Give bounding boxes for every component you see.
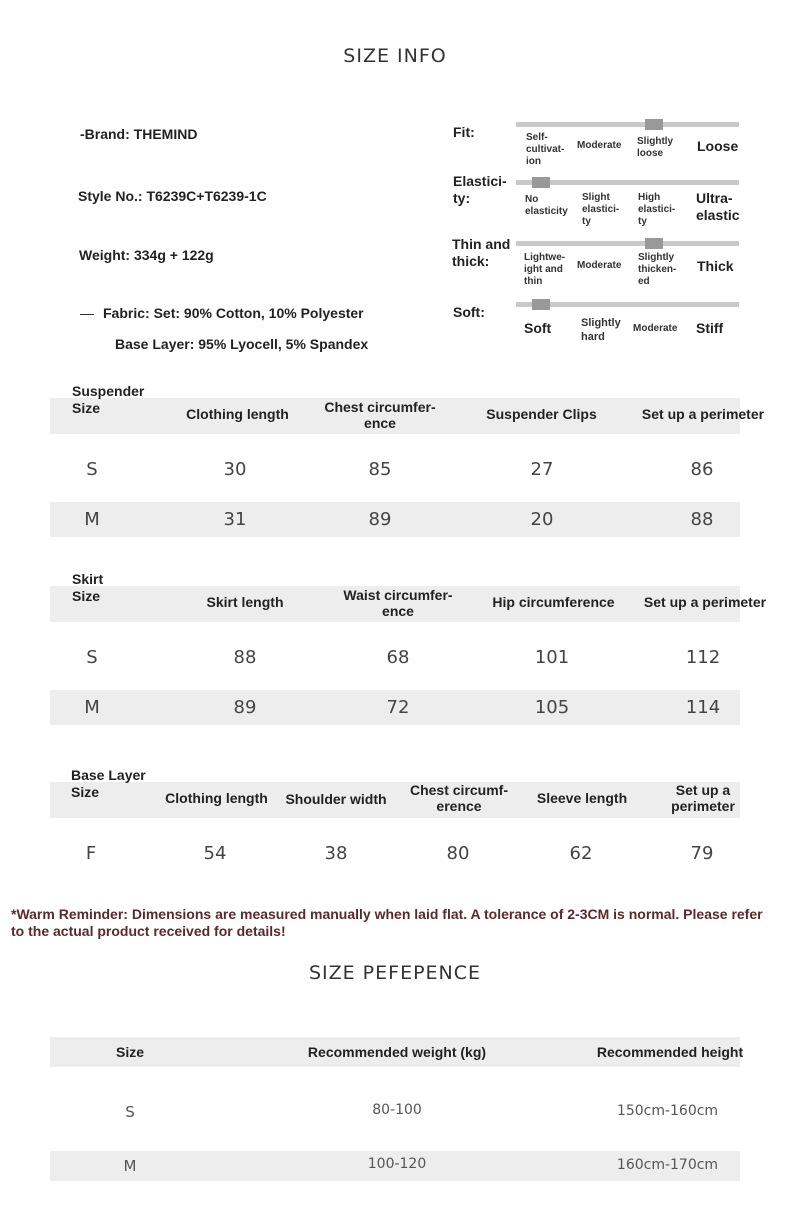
- table-cell: 150cm-160cm: [616, 1103, 719, 1119]
- suspender-column-header: Set up a perimeter: [641, 406, 765, 422]
- suspender-size-label: Size: [72, 400, 101, 416]
- fabric-dash: —: [80, 305, 94, 321]
- table-row-size: F: [85, 843, 97, 864]
- base-layer-fabric-text: Base Layer: 95% Lyocell, 5% Spandex: [115, 336, 369, 352]
- thickness-option: Slightly thicken-ed: [638, 252, 677, 287]
- table-cell: 105: [534, 697, 570, 718]
- table-row-size: M: [84, 509, 100, 530]
- fit-option: Slightly loose: [637, 136, 674, 159]
- softness-option: Soft: [524, 320, 552, 336]
- table-cell: 62: [569, 843, 593, 864]
- base-layer-column-header: Sleeve length: [536, 790, 628, 806]
- table-cell: 79: [690, 843, 714, 864]
- skirt-size-label: Size: [72, 588, 101, 604]
- base-layer-column-header: Chest circumf-erence: [409, 782, 509, 814]
- thickness-label: Thin and thick:: [452, 236, 511, 269]
- fit-scale-track: [516, 122, 739, 127]
- elasticity-label: Elastici-ty:: [453, 173, 507, 206]
- base-layer-column-header: Set up a perimeter: [671, 782, 735, 814]
- suspender-column-header: Clothing length: [186, 406, 289, 422]
- thickness-option: Moderate: [577, 260, 622, 271]
- fit-option: Self-cultivat-ion: [526, 132, 565, 167]
- fit-scale-marker: [645, 119, 663, 130]
- elasticity-option: High elastici-ty: [638, 192, 676, 227]
- base-layer-header-band: [50, 782, 740, 818]
- softness-option: Moderate: [633, 323, 678, 334]
- elasticity-option: Ultra-elastic: [696, 190, 740, 223]
- warm-reminder-text: *Warm Reminder: Dimensions are measured manually when laid flat. A tolerance of 2-3CM is normal. Please refer: [11, 906, 763, 922]
- table-cell: 89: [233, 697, 257, 718]
- fit-option: Moderate: [577, 140, 622, 151]
- skirt-column-header: Waist circumfer-ence: [343, 587, 453, 619]
- fabric-text: Fabric: Set: 90% Cotton, 10% Polyester: [103, 305, 364, 321]
- table-cell: 30: [223, 459, 247, 480]
- table-cell: 101: [534, 647, 570, 668]
- table-row-size: S: [86, 647, 98, 668]
- style-number-text: Style No.: T6239C+T6239-1C: [78, 188, 267, 204]
- thickness-scale-track: [516, 241, 739, 246]
- table-row-size: S: [86, 459, 98, 480]
- reference-column-header: Recommended height: [596, 1044, 744, 1060]
- reference-column-header: Recommended weight (kg): [307, 1044, 487, 1060]
- table-cell: 20: [530, 509, 554, 530]
- table-cell: 27: [530, 459, 554, 480]
- base-layer-column-header: Shoulder width: [285, 791, 387, 807]
- table-cell: 68: [386, 647, 410, 668]
- table-cell: 86: [690, 459, 714, 480]
- base-layer-title: Base Layer: [71, 767, 146, 783]
- table-cell: 38: [324, 843, 348, 864]
- suspender-title: Suspender: [72, 383, 145, 399]
- skirt-column-header: Skirt length: [206, 594, 284, 610]
- base-layer-column-header: Clothing length: [165, 790, 268, 806]
- softness-option: Slightly hard: [581, 317, 621, 343]
- thickness-option: Lightwe-ight and thin: [524, 252, 566, 287]
- table-cell: 89: [368, 509, 392, 530]
- thickness-option: Thick: [697, 258, 734, 274]
- table-cell: 100-120: [367, 1156, 427, 1172]
- suspender-column-header: Chest circumfer-ence: [324, 399, 436, 431]
- table-cell: 88: [690, 509, 714, 530]
- table-row-size: M: [123, 1157, 137, 1175]
- softness-label: Soft:: [453, 304, 485, 320]
- skirt-column-header: Hip circumference: [492, 594, 615, 610]
- reference-column-header: Size: [115, 1044, 144, 1060]
- softness-scale-marker: [532, 299, 550, 310]
- skirt-column-header: Set up a perimeter: [643, 594, 767, 610]
- warm-reminder-text-cont: to the actual product received for details!: [11, 923, 286, 939]
- elasticity-option: No elasticity: [525, 194, 568, 217]
- softness-option: Stiff: [696, 320, 724, 336]
- table-cell: 80: [446, 843, 470, 864]
- table-row-size: S: [125, 1103, 135, 1121]
- weight-text: Weight: 334g + 122g: [79, 247, 214, 263]
- table-cell: 72: [386, 697, 410, 718]
- size-reference-title: SIZE PEFEPENCE: [308, 962, 482, 984]
- table-cell: 85: [368, 459, 392, 480]
- size-info-title: SIZE INFO: [343, 45, 447, 67]
- table-cell: 31: [223, 509, 247, 530]
- thickness-scale-marker: [645, 238, 663, 249]
- fit-label: Fit:: [453, 124, 475, 140]
- suspender-column-header: Suspender Clips: [486, 406, 597, 422]
- fit-option: Loose: [697, 138, 739, 154]
- elasticity-option: Slight elastici-ty: [582, 192, 620, 227]
- brand-text: -Brand: THEMIND: [80, 126, 198, 142]
- elasticity-scale-marker: [532, 177, 550, 188]
- table-cell: 114: [685, 697, 721, 718]
- table-cell: 112: [685, 647, 721, 668]
- base-layer-size-label: Size: [71, 784, 100, 800]
- table-cell: 80-100: [372, 1102, 422, 1118]
- table-cell: 88: [233, 647, 257, 668]
- table-cell: 160cm-170cm: [616, 1157, 719, 1173]
- table-row-size: M: [84, 697, 100, 718]
- skirt-title: Skirt: [72, 571, 104, 587]
- table-cell: 54: [203, 843, 227, 864]
